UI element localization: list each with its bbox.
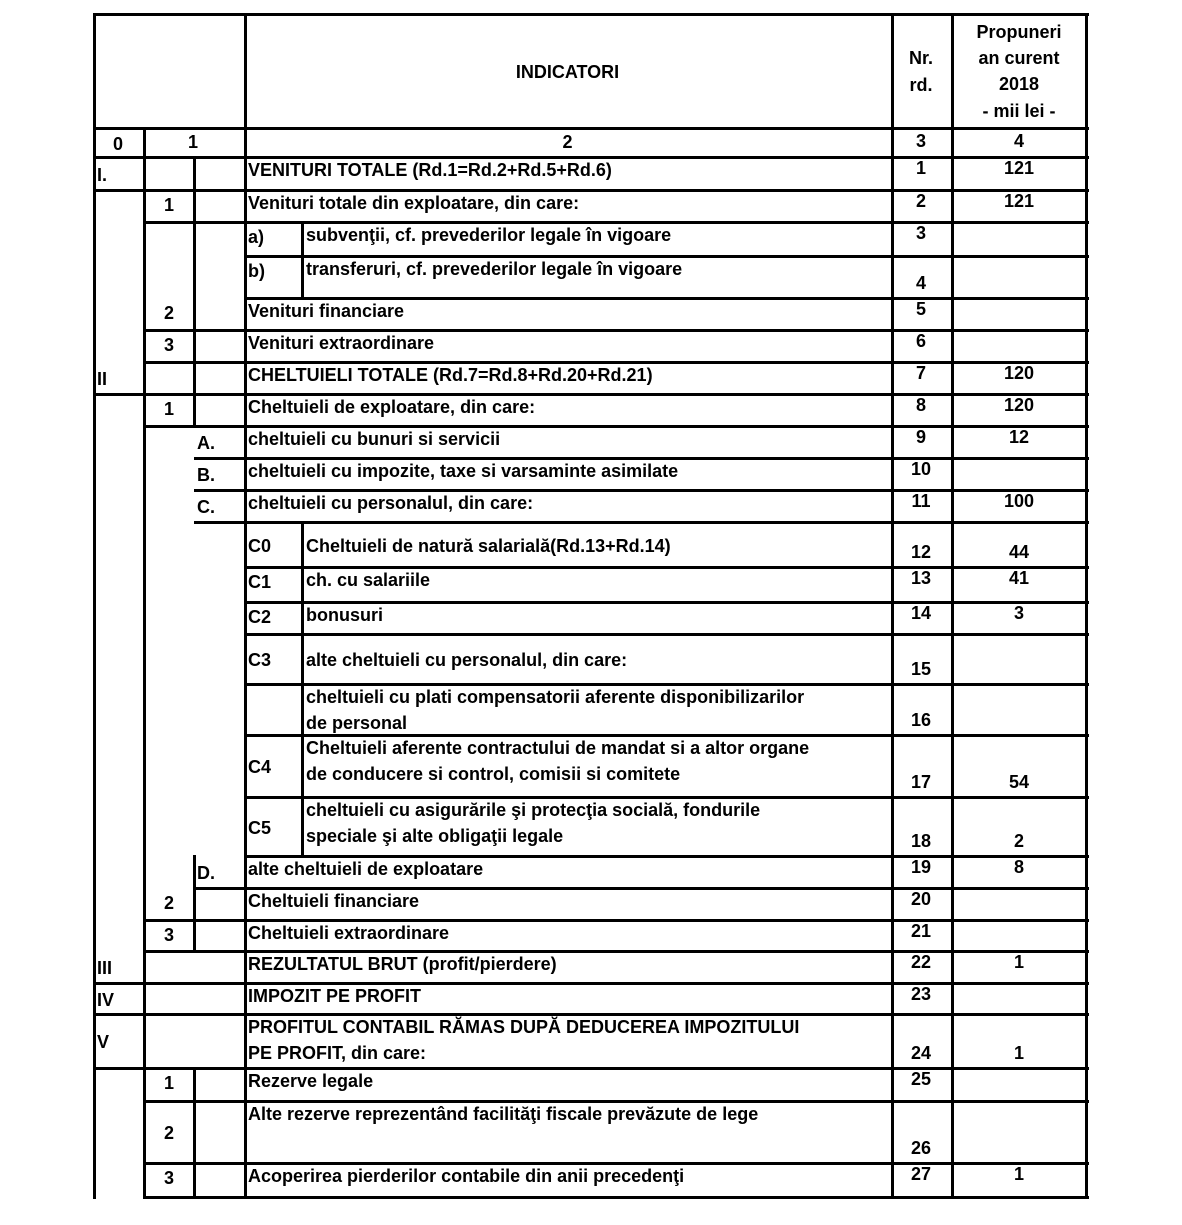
row-value: 8 xyxy=(1013,857,1024,877)
header-propuneri-line1: Propuneri xyxy=(976,22,1062,42)
row-label: Cheltuieli de exploatare, din care: xyxy=(248,397,536,417)
row-sub: C0 xyxy=(248,535,272,556)
row-border xyxy=(245,633,1089,636)
row-nr: 18 xyxy=(910,831,932,851)
row-nr: 10 xyxy=(910,459,932,479)
row-value: 1 xyxy=(1013,952,1024,972)
row-nr: 7 xyxy=(915,363,926,383)
row-value: 2 xyxy=(1013,831,1024,851)
row-sub: C3 xyxy=(248,650,272,670)
colnum-1: 1 xyxy=(187,132,198,152)
row-num: 3 xyxy=(163,1168,174,1188)
row-border xyxy=(194,521,1089,524)
row-value: 121 xyxy=(1003,191,1035,211)
row-letter: A. xyxy=(197,433,215,453)
row-label-cont: PE PROFIT, din care: xyxy=(248,1043,427,1063)
header-propuneri-line4: - mii lei - xyxy=(982,101,1056,121)
row-nr: 6 xyxy=(915,331,926,351)
header-propuneri-line2: an curent xyxy=(978,48,1060,68)
row-nr: 17 xyxy=(910,772,932,792)
row-label: cheltuieli cu impozite, taxe si varsaminte asimilate xyxy=(248,461,679,481)
row-letter: C. xyxy=(197,497,215,517)
row-nr: 3 xyxy=(915,223,926,243)
row-nr: 23 xyxy=(910,984,932,1004)
header-nr-line1: Nr. xyxy=(908,48,933,68)
row-num: 3 xyxy=(163,335,174,355)
row-nr: 20 xyxy=(910,889,932,909)
row-nr: 24 xyxy=(910,1043,932,1063)
row-value: 54 xyxy=(1008,772,1030,792)
row-value: 1 xyxy=(1013,1043,1024,1063)
row-value: 100 xyxy=(1003,491,1035,511)
row-nr: 16 xyxy=(910,710,932,730)
row-value: 3 xyxy=(1013,603,1024,623)
row-sub: C1 xyxy=(248,572,272,592)
row-sub: a) xyxy=(248,227,265,247)
row-nr: 11 xyxy=(911,491,931,511)
row-nr: 26 xyxy=(910,1138,932,1158)
row-value: 1 xyxy=(1013,1164,1024,1184)
row-nr: 21 xyxy=(910,921,932,941)
row-nr: 9 xyxy=(915,427,926,447)
row-value: 44 xyxy=(1008,542,1030,562)
row-value: 41 xyxy=(1008,568,1030,588)
row-label-cont: de personal xyxy=(306,713,408,733)
row-nr: 12 xyxy=(910,542,932,562)
row-label: cheltuieli cu bunuri si servicii xyxy=(248,429,501,449)
row-label: Venituri financiare xyxy=(248,301,405,321)
row-num: 2 xyxy=(163,893,174,913)
row-nr: 2 xyxy=(915,191,926,211)
row-roman: II xyxy=(97,369,108,389)
row-label: Venituri extraordinare xyxy=(248,333,435,353)
row-value: 120 xyxy=(1003,395,1035,415)
row-sub: C5 xyxy=(248,817,272,838)
row-label: cheltuieli cu plati compensatorii aferente disponibilizarilor xyxy=(306,687,805,707)
row-roman: I. xyxy=(97,164,108,185)
row-label: CHELTUIELI TOTALE (Rd.7=Rd.8+Rd.20+Rd.21) xyxy=(248,365,653,385)
row-nr: 15 xyxy=(910,659,932,679)
row-label: subvenţii, cf. prevederilor legale în vigoare xyxy=(306,225,672,245)
row-nr: 19 xyxy=(910,857,932,877)
row-letter: D. xyxy=(197,863,215,883)
row-border xyxy=(144,1196,1089,1199)
row-nr: 1 xyxy=(915,158,926,178)
header-nr-line2: rd. xyxy=(909,75,933,95)
row-nr: 25 xyxy=(910,1069,932,1089)
row-nr: 13 xyxy=(910,568,932,588)
row-label: Venituri totale din exploatare, din care: xyxy=(248,193,580,213)
row-label: VENITURI TOTALE (Rd.1=Rd.2+Rd.5+Rd.6) xyxy=(248,160,612,180)
row-label: Cheltuieli financiare xyxy=(248,891,420,911)
row-value: 121 xyxy=(1003,158,1035,178)
row-num: 1 xyxy=(163,399,174,419)
row-label: cheltuieli cu asigurările şi protecţia socială, fondurile xyxy=(306,800,761,820)
row-nr: 8 xyxy=(915,395,926,415)
row-value: 12 xyxy=(1008,427,1030,447)
colnum-2: 2 xyxy=(562,132,573,152)
row-label: alte cheltuieli cu personalul, din care: xyxy=(306,650,628,670)
row-label: cheltuieli cu personalul, din care: xyxy=(248,493,534,513)
row-label: Rezerve legale xyxy=(248,1071,374,1091)
col0-border xyxy=(143,127,146,1199)
row-sub: b) xyxy=(248,261,265,281)
colnum-0: 0 xyxy=(112,134,123,154)
row-label: Acoperirea pierderilor contabile din anii precedenţi xyxy=(248,1166,685,1186)
row-num: 1 xyxy=(163,1073,174,1093)
row-label: Cheltuieli extraordinare xyxy=(248,923,450,943)
header-propuneri-line3: 2018 xyxy=(998,74,1040,94)
row-sub: C2 xyxy=(248,607,272,627)
row-num: 2 xyxy=(163,1123,174,1143)
row-letter: B. xyxy=(197,465,215,485)
colnum-4: 4 xyxy=(1013,131,1024,151)
row-nr: 22 xyxy=(910,952,932,972)
row-num: 1 xyxy=(163,195,174,215)
row-value: 120 xyxy=(1003,363,1035,383)
row-nr: 27 xyxy=(910,1164,932,1184)
row-roman: III xyxy=(97,958,113,978)
row-roman: IV xyxy=(97,989,115,1010)
row-label: REZULTATUL BRUT (profit/pierdere) xyxy=(248,954,557,974)
row-sub: C4 xyxy=(248,757,272,777)
row-label: Alte rezerve reprezentând facilităţi fiscale prevăzute de lege xyxy=(248,1104,759,1124)
row-label-cont: de conducere si control, comisii si comitete xyxy=(306,764,681,784)
row-nr: 4 xyxy=(915,273,926,293)
row-label: Cheltuieli aferente contractului de mandat si a altor organe xyxy=(306,738,810,758)
row-roman: V xyxy=(97,1032,110,1052)
row-label: transferuri, cf. prevederilor legale în vigoare xyxy=(306,259,683,279)
row-nr: 5 xyxy=(915,299,926,319)
row-label: IMPOZIT PE PROFIT xyxy=(248,986,422,1006)
colnum-3: 3 xyxy=(915,131,926,151)
row-num: 3 xyxy=(163,925,174,945)
header-indicatori: INDICATORI xyxy=(515,62,620,82)
row-nr: 14 xyxy=(910,603,932,623)
row-label: Cheltuieli de natură salarială(Rd.13+Rd.14) xyxy=(306,535,671,556)
row-label: PROFITUL CONTABIL RĂMAS DUPĂ DEDUCEREA IMPOZITULUI xyxy=(248,1017,800,1037)
row-label: bonusuri xyxy=(306,605,383,625)
row-num: 2 xyxy=(163,303,174,323)
row-label-cont: speciale şi alte obligaţii legale xyxy=(306,826,564,846)
row-label: ch. cu salariile xyxy=(306,570,431,590)
row-label: alte cheltuieli de exploatare xyxy=(248,859,484,879)
